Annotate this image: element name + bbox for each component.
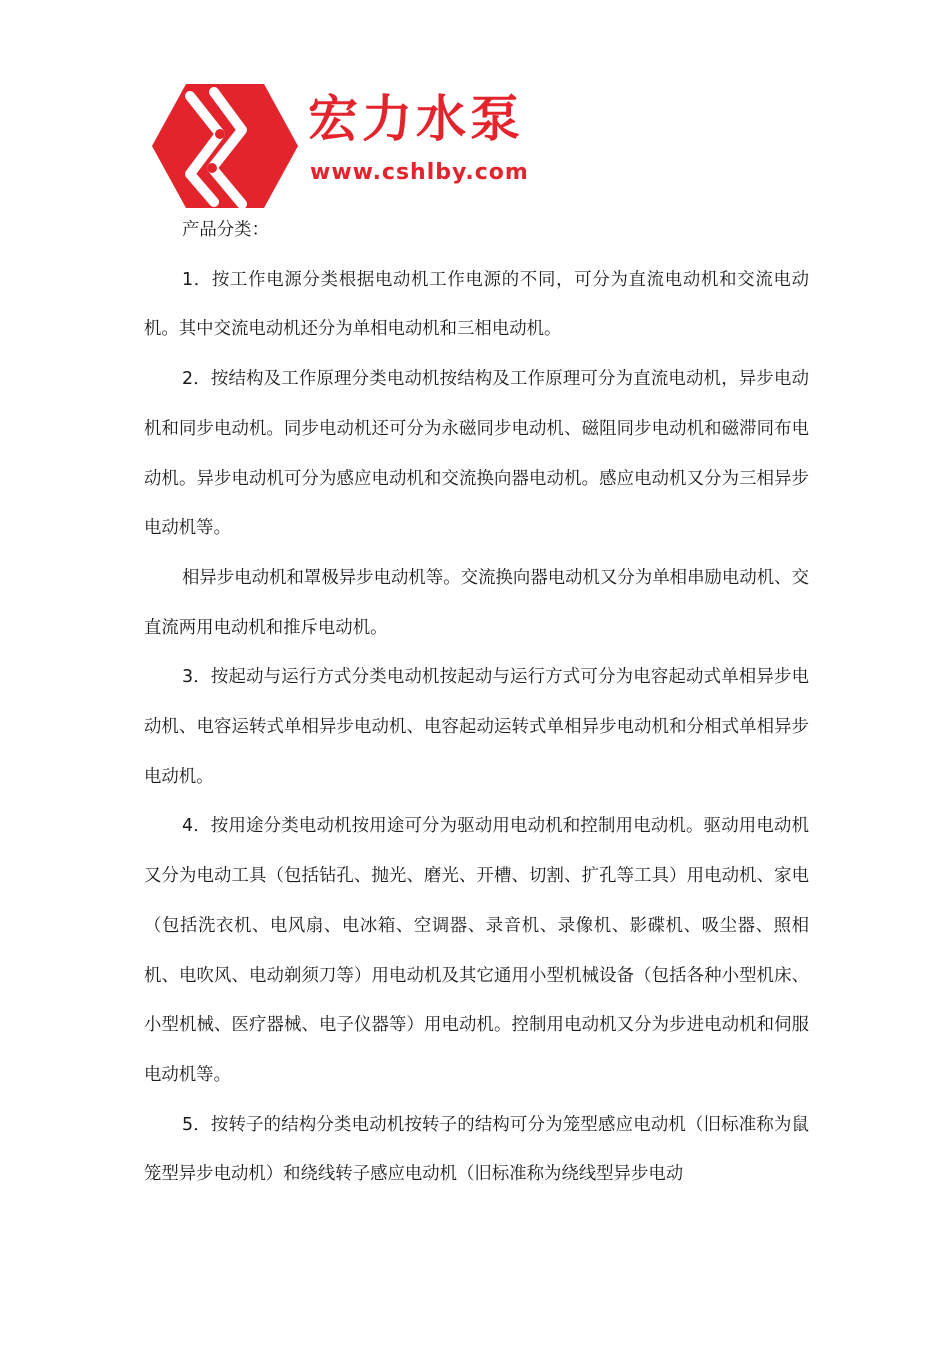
brand-url: www.cshlby.com (310, 160, 529, 185)
company-logo (150, 82, 540, 210)
paragraph: 3．按起动与运行方式分类电动机按起动与运行方式可分为电容起动式单相异步电动机、电容运转式单相异步电动机、电容起动运转式单相异步电动机和分相式单相异步电动机。 (144, 667, 809, 787)
paragraph: 相异步电动机和罩极异步电动机等。交流换向器电动机又分为单相串励电动机、交直流两用电动机和推斥电动机。 (144, 567, 809, 638)
paragraph: 2．按结构及工作原理分类电动机按结构及工作原理可分为直流电动机，异步电动机和同步电动机。同步电动机还可分为永磁同步电动机、磁阻同步电动机和磁滞同布电动机。异步电动机可分为感应电动机和交流换向器电动机。感应电动机又分为三相异步电动机等。 (144, 369, 809, 539)
paragraph: 1．按工作电源分类根据电动机工作电源的不同，可分为直流电动机和交流电动机。其中交流电动机还分为单相电动机和三相电动机。 (144, 269, 809, 340)
paragraph: 4．按用途分类电动机按用途可分为驱动用电动机和控制用电动机。驱动用电动机又分为电动工具（包括钻孔、抛光、磨光、开槽、切割、扩孔等工具）用电动机、家电（包括洗衣机、电风扇、电冰箱、空调器、录音机、录像机、影碟机、吸尘器、照相机、电吹风、电动剃须刀等）用电动机及其它通用小型机械设备（包括各种小型机床、小型机械、医疗器械、电子仪器等）用电动机。控制用电动机又分为步进电动机和伺服电动机等。 (144, 816, 809, 1085)
brand-name: 宏力水泵 (308, 90, 524, 148)
paragraph: 5．按转子的结构分类电动机按转子的结构可分为笼型感应电动机（旧标准称为鼠笼型异步电动机）和绕线转子感应电动机（旧标准称为绕线型异步电动 (144, 1114, 809, 1185)
hexagon-logo-icon (150, 82, 300, 210)
document-body (144, 206, 809, 1200)
section-heading: 产品分类： (182, 220, 269, 240)
